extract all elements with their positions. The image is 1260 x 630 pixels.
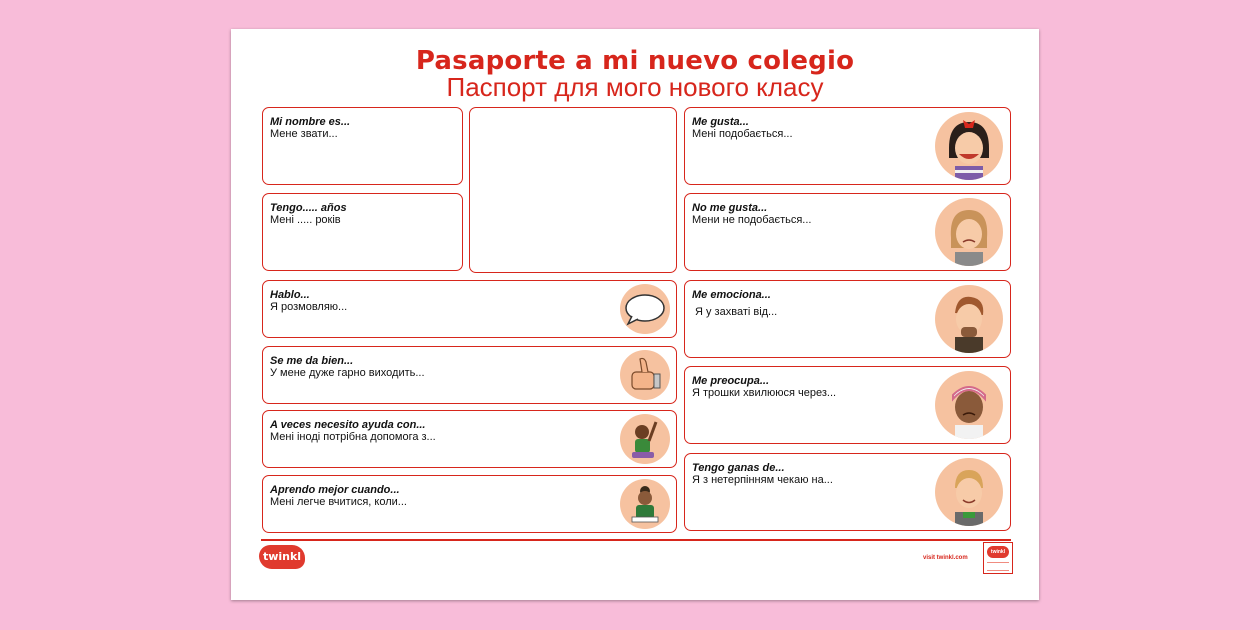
- need-help-label-es: A veces necesito ayuda con...: [270, 419, 426, 431]
- like-label-uk: Мені подобається...: [692, 128, 793, 140]
- dislike-label: [692, 202, 811, 226]
- age-label-es: Tengo..... años: [270, 202, 347, 214]
- dislike-label-uk: Мени не подобається...: [692, 214, 812, 226]
- look-forward-label-uk: Я з нетерпінням чекаю на...: [692, 474, 833, 486]
- like-box[interactable]: [684, 107, 1011, 185]
- speak-box[interactable]: [262, 280, 677, 338]
- name-label-uk: Мене звати...: [270, 128, 338, 140]
- speak-label-uk: Я розмовляю...: [270, 301, 348, 313]
- smiling-boy-icon: [935, 458, 1003, 526]
- twinkl-badge: [983, 542, 1013, 574]
- visit-link[interactable]: visit twinkl.com: [923, 555, 968, 561]
- need-help-label-uk: Мені іноді потрібна допомога з...: [270, 431, 436, 443]
- dislike-box[interactable]: [684, 193, 1011, 271]
- look-forward-label-es: Tengo ganas de...: [692, 462, 785, 474]
- worried-boy-icon: [935, 371, 1003, 439]
- excited-label-uk: Я у захваті від...: [695, 306, 778, 318]
- learn-best-label-uk: Мені легче вчитися, коли...: [270, 496, 407, 508]
- sad-girl-icon: [935, 198, 1003, 266]
- dislike-label-es: No me gusta...: [692, 202, 768, 214]
- worried-box[interactable]: [684, 366, 1011, 444]
- excited-label-es: Me emociona...: [692, 289, 771, 301]
- age-box[interactable]: [262, 193, 463, 271]
- speak-label-es: Hablo...: [270, 289, 310, 301]
- title-ukrainian: Паспорт для мого нового класу: [446, 72, 824, 102]
- name-box[interactable]: [262, 107, 463, 185]
- happy-girl-icon: [935, 112, 1003, 180]
- badge-lines: [987, 562, 1009, 571]
- passport-sheet: [231, 29, 1039, 600]
- twinkl-logo[interactable]: twinkl: [259, 545, 305, 569]
- excited-boy-icon: [935, 285, 1003, 353]
- good-at-label: [270, 355, 425, 379]
- speech-bubble-icon: [620, 284, 670, 334]
- badge-logo: twinkl: [987, 546, 1009, 558]
- learn-best-label: [270, 484, 407, 508]
- learn-best-box[interactable]: [262, 475, 677, 533]
- worried-label-es: Me preocupa...: [692, 375, 770, 387]
- age-label-uk: Мені ..... років: [270, 214, 341, 226]
- need-help-label: [270, 419, 436, 443]
- need-help-box[interactable]: [262, 410, 677, 468]
- good-at-label-es: Se me da bien...: [270, 355, 354, 367]
- good-at-box[interactable]: [262, 346, 677, 404]
- worried-label: [692, 375, 836, 399]
- worried-label-uk: Я трошки хвилююся через...: [692, 387, 837, 399]
- speak-label: [270, 289, 347, 313]
- learn-best-label-es: Aprendo mejor cuando...: [270, 484, 400, 496]
- footer-divider: [261, 539, 1011, 541]
- title-spanish: Pasaporte a mi nuevo colegio: [415, 46, 855, 76]
- good-at-label-uk: У мене дуже гарно виходить...: [270, 367, 425, 379]
- child-writing-icon: [620, 479, 670, 529]
- age-label: [270, 202, 347, 226]
- look-forward-box[interactable]: [684, 453, 1011, 531]
- name-label: [270, 116, 350, 140]
- thumbs-up-icon: [620, 350, 670, 400]
- like-label-es: Me gusta...: [692, 116, 749, 128]
- photo-box[interactable]: [469, 107, 677, 273]
- excited-box[interactable]: [684, 280, 1011, 358]
- look-forward-label: [692, 462, 833, 486]
- excited-label: [692, 289, 777, 318]
- child-raising-hand-icon: [620, 414, 670, 464]
- name-label-es: Mi nombre es...: [270, 116, 351, 128]
- like-label: [692, 116, 793, 140]
